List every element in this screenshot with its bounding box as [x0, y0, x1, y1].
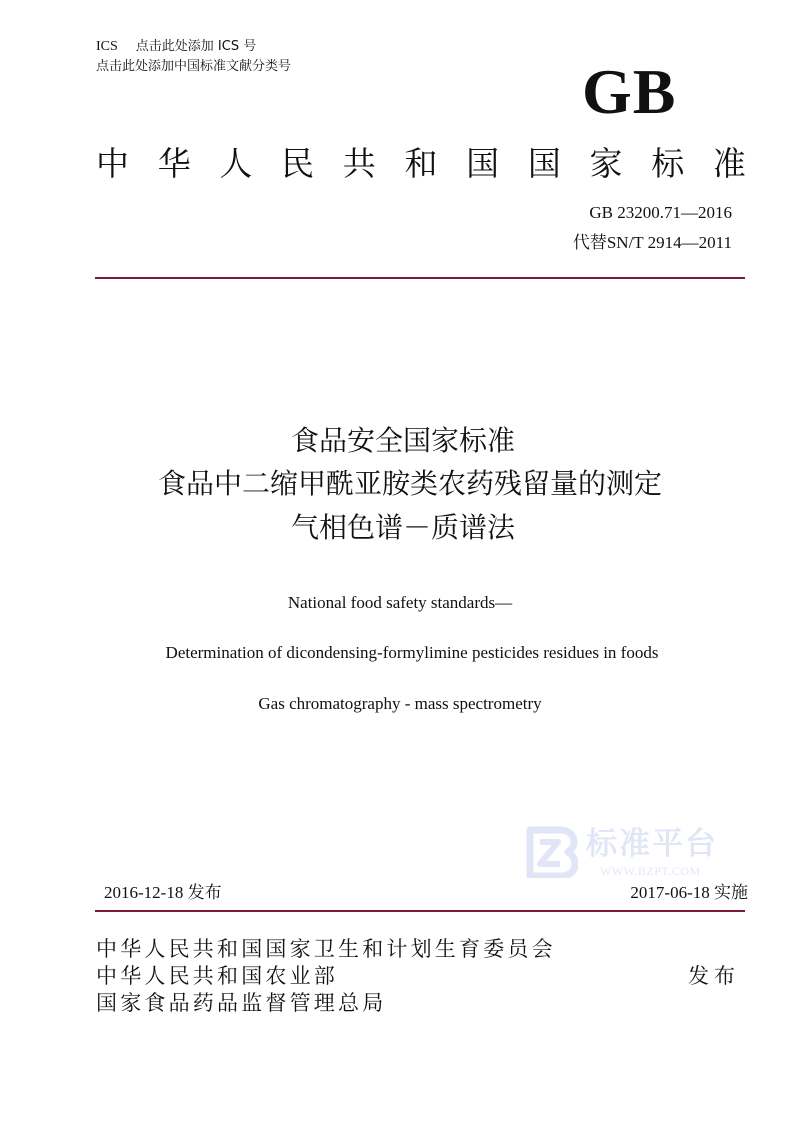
national-standard-title [96, 142, 746, 186]
issue-date: 2016-12-18 发布 [104, 883, 222, 902]
title-char: 共 [342, 144, 376, 183]
bzpt-logo-icon [526, 826, 578, 878]
title-char: 和 [404, 144, 438, 183]
bottom-divider [95, 910, 745, 912]
title-char: 华 [157, 144, 191, 183]
publish-label: 发布 [688, 964, 740, 988]
ics-line [96, 38, 256, 56]
classification-placeholder[interactable]: 点击此处添加中国标准文献分类号 [96, 59, 292, 74]
implementation-date: 2017-06-18 实施 [630, 883, 748, 902]
watermark-url: WWW.BZPT.COM [600, 864, 701, 878]
title-cn-line-1: 食品安全国家标准 [290, 424, 515, 457]
title-char: 国 [466, 144, 500, 183]
title-en-line-3: Gas chromatography - mass spectrometry [258, 694, 542, 713]
title-cn-line-2: 食品中二缩甲酰亚胺类农药残留量的测定 [157, 467, 662, 500]
title-cn-line-3: 气相色谱－质谱法 [290, 511, 515, 544]
ics-label: ICS [96, 39, 118, 54]
top-divider [95, 277, 745, 279]
issuer-1: 中华人民共和国国家卫生和计划生育委员会 [96, 937, 556, 961]
title-en-line-1: National food safety standards— [287, 593, 513, 612]
title-char: 标 [651, 144, 685, 183]
replaces-standard: 代替SN/T 2914—2011 [572, 233, 732, 252]
watermark [526, 826, 756, 886]
issuer-3: 国家食品药品监督管理总局 [96, 991, 387, 1015]
title-char: 中 [96, 144, 129, 183]
gb-logo: GB [582, 56, 677, 127]
watermark-text: 标准平台 [586, 826, 718, 861]
title-char: 民 [281, 144, 315, 183]
title-char: 国 [527, 144, 561, 183]
standard-number: GB 23200.71—2016 [589, 203, 732, 222]
ics-placeholder[interactable]: 点击此处添加 ICS 号 [135, 39, 257, 54]
issuer-2: 中华人民共和国农业部 [96, 964, 338, 988]
title-char: 家 [589, 144, 623, 183]
title-char: 人 [219, 144, 253, 183]
title-en-line-2: Determination of dicondensing-formylimine pesticides residues in foods [165, 643, 659, 662]
title-char: 准 [712, 144, 746, 183]
